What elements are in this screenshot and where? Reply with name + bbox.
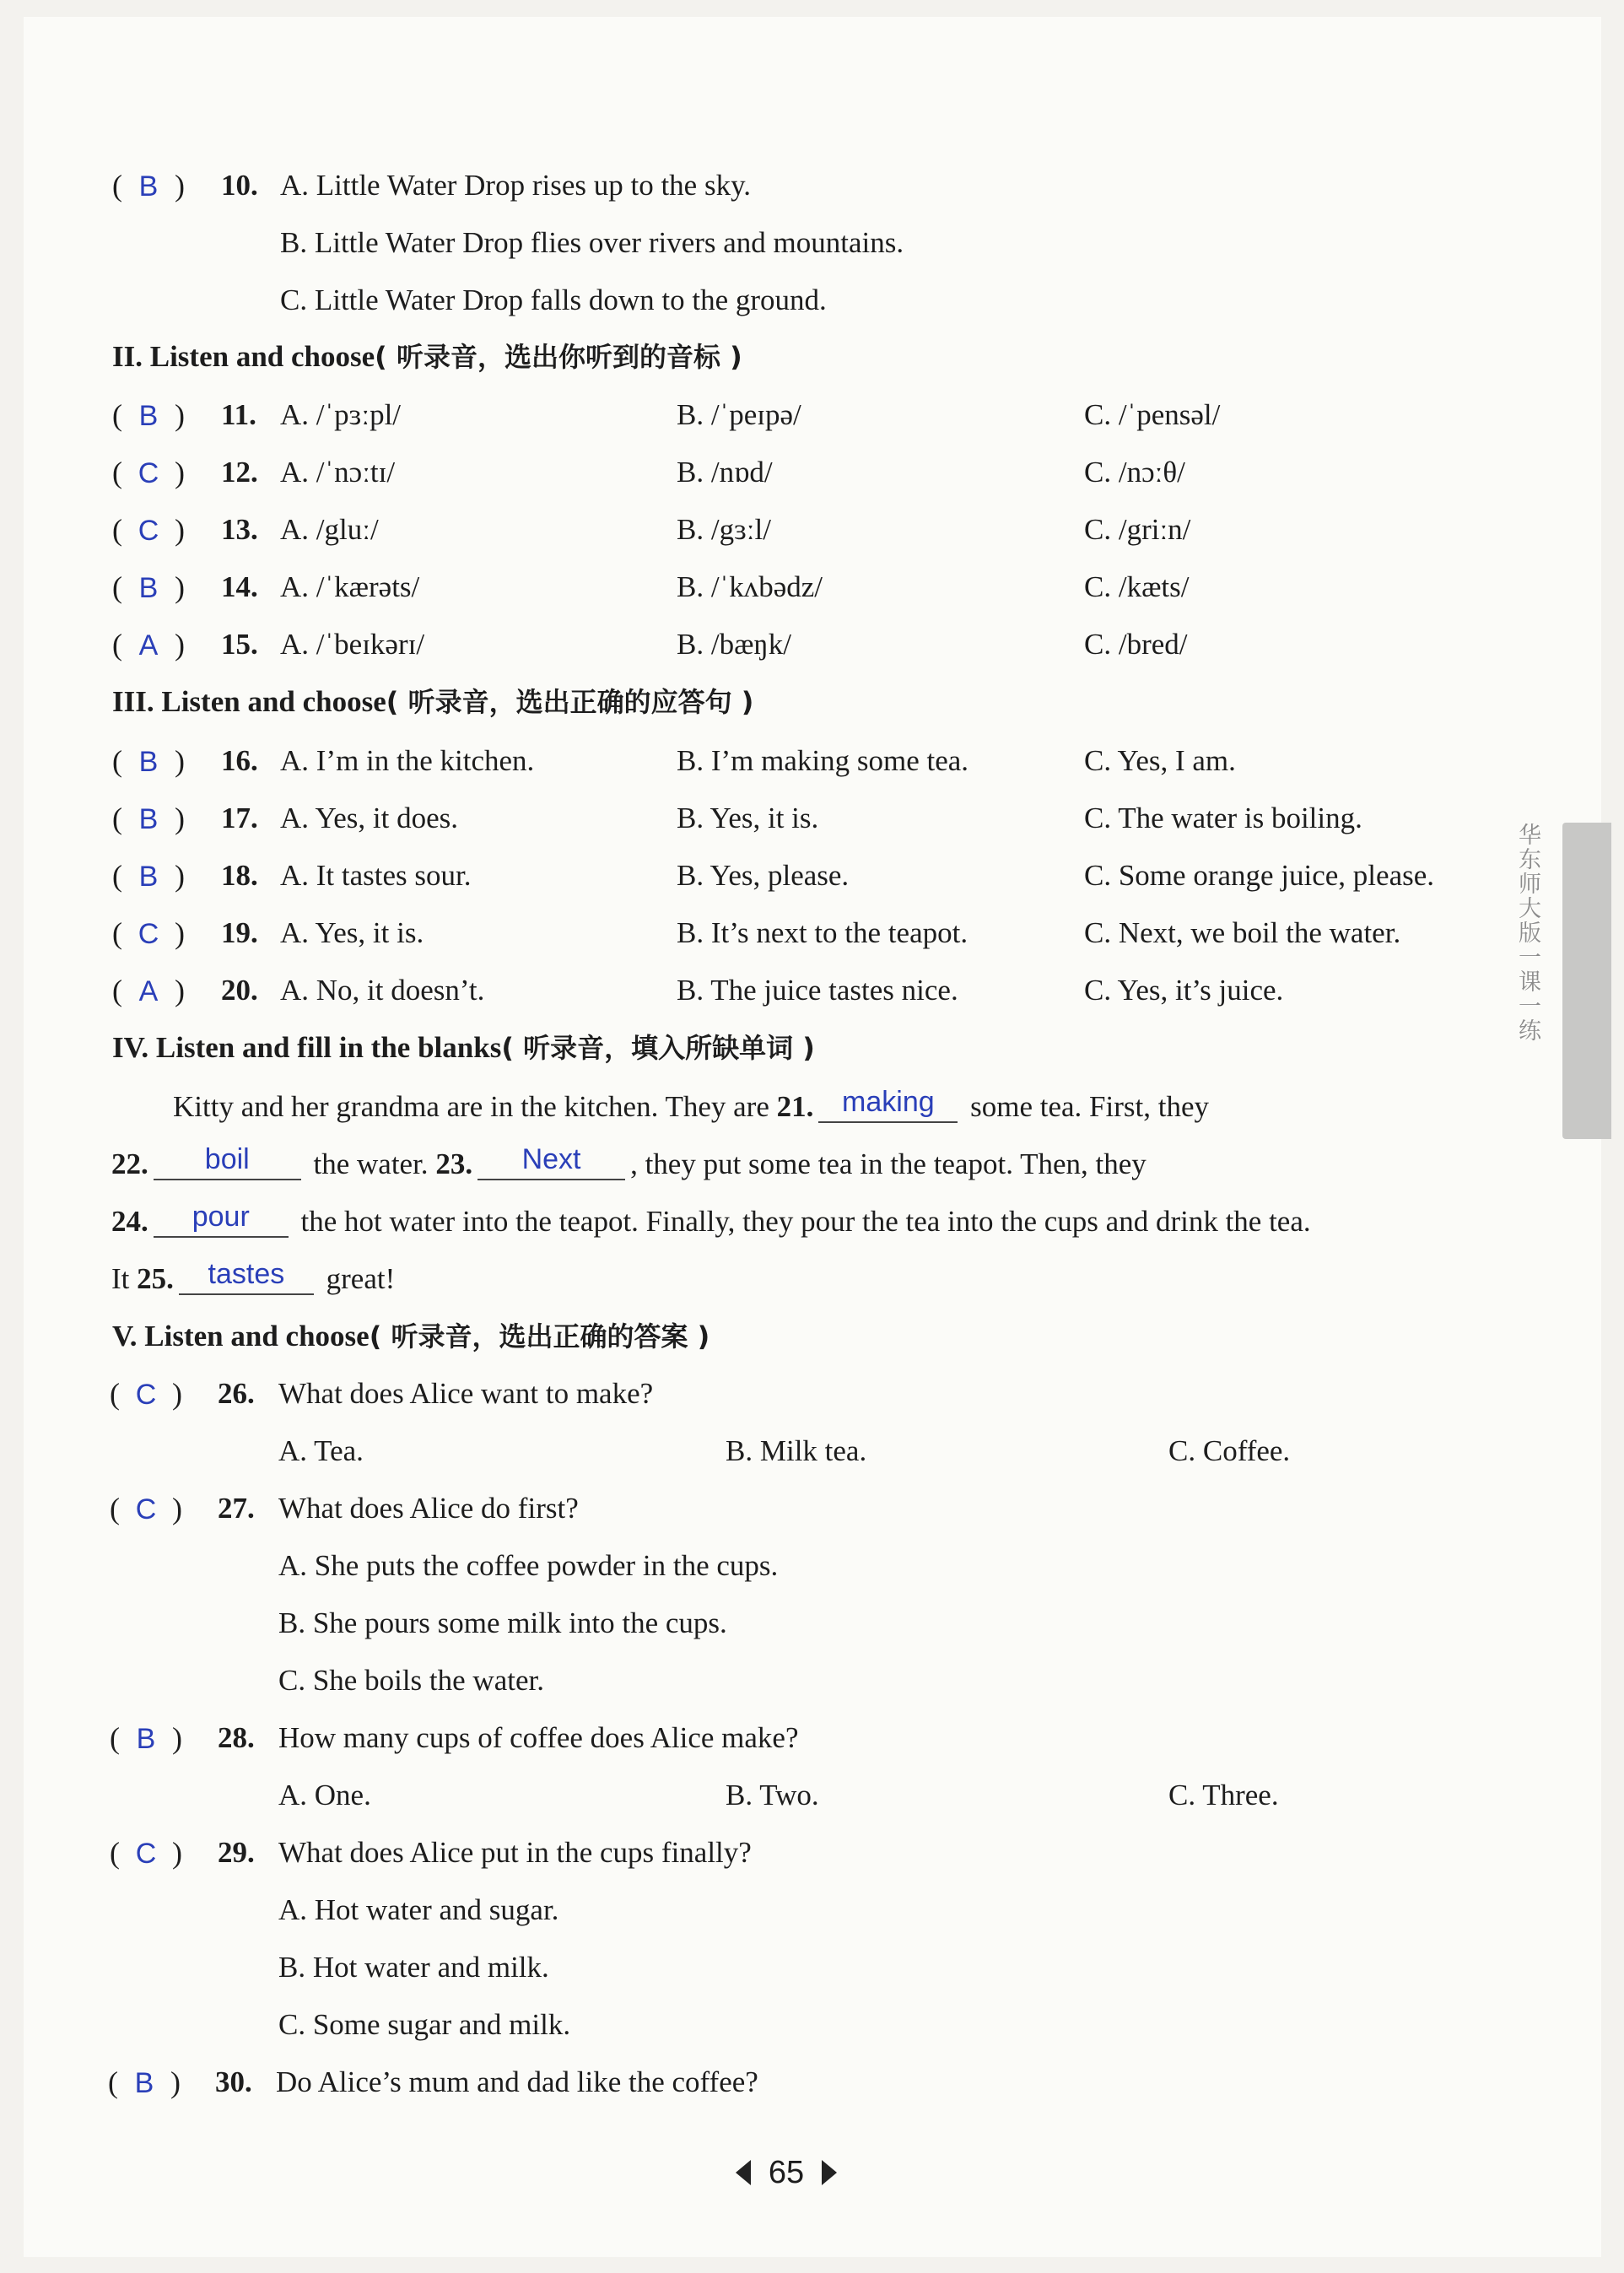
option-b: B. The juice tastes nice. — [677, 974, 958, 1007]
question-20 — [0, 965, 1624, 1016]
option-b: B. /nɒd/ — [677, 456, 773, 489]
option-b: B. It’s next to the teapot. — [677, 916, 968, 949]
question-16 — [0, 736, 1624, 786]
side-tab-label: 华东师大版一课一练 — [1514, 823, 1540, 1043]
question-number: 26. — [218, 1377, 255, 1410]
section-title: V. Listen and choose — [112, 1320, 370, 1352]
question-number: 18. — [221, 859, 258, 892]
question-15 — [0, 619, 1624, 670]
answer-mark: A — [138, 629, 159, 661]
question-26 — [0, 1369, 1624, 1419]
question-number: 28. — [218, 1721, 255, 1754]
answer-paren: ( B ) — [110, 1713, 182, 1764]
option-a: A. Hot water and sugar. — [278, 1893, 559, 1926]
answer-mark: C — [138, 457, 159, 489]
question-number: 30. — [215, 2065, 252, 2098]
question-11 — [0, 390, 1624, 440]
option-b: B. I’m making some tea. — [677, 744, 969, 777]
passage-text: some tea. First, they — [963, 1090, 1209, 1123]
question-10-option-b-row — [0, 218, 1624, 268]
option-c: C. /bred/ — [1084, 628, 1188, 661]
option-b: B. /bæŋk/ — [677, 628, 791, 661]
answer-paren: ( A ) — [112, 619, 185, 671]
option-a: A. It tastes sour. — [280, 859, 472, 892]
option-a: A. Tea. — [278, 1434, 364, 1467]
answer-paren: ( B ) — [112, 736, 185, 787]
answer-paren: ( C ) — [110, 1828, 182, 1879]
blank-23: Next — [477, 1140, 625, 1180]
answer-paren: ( B ) — [112, 562, 185, 613]
blank-21: making — [818, 1083, 958, 1123]
option-a: A. Yes, it does. — [280, 802, 459, 834]
question-text: What does Alice put in the cups finally? — [278, 1836, 752, 1869]
answer-mark: B — [138, 400, 159, 432]
option-a: A. Little Water Drop rises up to the sky. — [280, 169, 752, 202]
question-28-options — [0, 1770, 1624, 1821]
option-b: B. Two. — [726, 1779, 819, 1811]
section-5-heading — [112, 1311, 709, 1362]
option-c: C. Next, we boil the water. — [1084, 916, 1401, 949]
section-title-zh: ( 听录音，选出正确的应答句 ) — [386, 686, 754, 718]
question-number: 16. — [221, 744, 258, 777]
question-10 — [0, 160, 1624, 211]
blank-22: boil — [154, 1140, 301, 1180]
option-c: C. The water is boiling. — [1084, 802, 1362, 834]
answer-mark: C — [135, 1838, 157, 1870]
option-c: C. Coffee. — [1168, 1434, 1291, 1467]
triangle-right-icon — [822, 2160, 837, 2185]
option-b: B. Little Water Drop flies over rivers and mountains. — [280, 226, 904, 259]
side-tab — [1562, 823, 1611, 1139]
answer-paren: ( B ) — [112, 390, 185, 441]
option-a: A. /ˈpɜːpl/ — [280, 398, 402, 431]
question-number: 20. — [221, 974, 258, 1007]
answer-mark: B — [138, 572, 159, 604]
option-a: A. /ˈkærəts/ — [280, 570, 420, 603]
question-text: Do Alice’s mum and dad like the coffee? — [276, 2065, 758, 2098]
question-number: 14. — [221, 570, 258, 603]
passage-text: , they put some tea in the teapot. Then, they — [630, 1147, 1147, 1180]
section-4-heading — [112, 1023, 815, 1073]
question-19 — [0, 908, 1624, 958]
option-a: A. Yes, it is. — [280, 916, 424, 949]
answer-mark: B — [138, 803, 159, 835]
question-number: 13. — [221, 513, 258, 546]
answer-paren: ( C ) — [112, 908, 185, 959]
question-number: 15. — [221, 628, 258, 661]
question-text: What does Alice do first? — [278, 1492, 579, 1525]
blank-number-24: 24. — [111, 1205, 148, 1238]
blank-24: pour — [154, 1197, 289, 1238]
answer-mark: C — [138, 918, 159, 950]
question-number: 29. — [218, 1836, 255, 1869]
question-number: 19. — [221, 916, 258, 949]
blank-number-23: 23. — [435, 1147, 473, 1180]
triangle-left-icon — [736, 2160, 751, 2185]
question-29-option-b-row — [0, 1942, 1624, 1993]
passage-text: Kitty and her grandma are in the kitchen. They are — [173, 1090, 777, 1123]
option-c: C. She boils the water. — [278, 1664, 544, 1697]
question-28 — [0, 1713, 1624, 1763]
answer-paren: ( B ) — [112, 793, 185, 845]
passage-text: the hot water into the teapot. Finally, they pour the tea into the cups and drink the tea. — [293, 1205, 1311, 1238]
question-number: 10. — [221, 169, 258, 202]
option-c: C. Yes, I am. — [1084, 744, 1236, 777]
option-c: C. Some sugar and milk. — [278, 2008, 571, 2041]
question-12 — [0, 447, 1624, 498]
section-title-zh: ( 听录音，选出正确的答案 ) — [369, 1320, 710, 1352]
option-a: A. I’m in the kitchen. — [280, 744, 535, 777]
option-c: C. /ˈpensəl/ — [1084, 398, 1221, 431]
question-27-option-c-row — [0, 1655, 1624, 1706]
question-14 — [0, 562, 1624, 613]
question-number: 11. — [221, 398, 256, 431]
question-text: How many cups of coffee does Alice make? — [278, 1721, 799, 1754]
answer-paren: ( A ) — [112, 965, 185, 1017]
section-title: IV. Listen and fill in the blanks — [112, 1031, 502, 1064]
section-title: III. Listen and choose — [112, 685, 386, 718]
passage-text: great! — [318, 1262, 396, 1295]
question-17 — [0, 793, 1624, 844]
answer-paren: ( C ) — [110, 1483, 182, 1535]
answer-paren: ( B ) — [108, 2057, 181, 2108]
option-c: C. Yes, it’s juice. — [1084, 974, 1284, 1007]
question-27-option-a-row — [0, 1541, 1624, 1591]
question-18 — [0, 850, 1624, 901]
option-b: B. She pours some milk into the cups. — [278, 1606, 727, 1639]
question-29 — [0, 1828, 1624, 1878]
blank-number-25: 25. — [137, 1262, 174, 1295]
option-a: A. /gluː/ — [280, 513, 379, 546]
option-b: B. Yes, it is. — [677, 802, 819, 834]
question-10-option-c-row — [0, 275, 1624, 326]
answer-mark: B — [138, 861, 159, 893]
question-number: 17. — [221, 802, 258, 834]
passage-text: the water. — [305, 1147, 436, 1180]
option-b: B. /gɜːl/ — [677, 513, 771, 546]
question-29-option-a-row — [0, 1885, 1624, 1936]
answer-mark: B — [134, 2067, 154, 2099]
option-a: A. She puts the coffee powder in the cups. — [278, 1549, 779, 1582]
section-2-heading — [112, 332, 742, 382]
option-a: A. One. — [278, 1779, 371, 1811]
answer-mark: B — [136, 1723, 156, 1755]
option-a: A. /ˈbeɪkərɪ/ — [280, 628, 425, 661]
question-text: What does Alice want to make? — [278, 1377, 654, 1410]
question-26-options — [0, 1426, 1624, 1477]
question-27-option-b-row — [0, 1598, 1624, 1649]
option-c: C. Some orange juice, please. — [1084, 859, 1435, 892]
passage-line-2 — [111, 1139, 1465, 1190]
answer-mark: C — [138, 515, 159, 547]
passage-line-3 — [111, 1196, 1465, 1247]
section-title: II. Listen and choose — [112, 340, 375, 373]
option-b: B. Yes, please. — [677, 859, 850, 892]
section-title-zh: ( 听录音，填入所缺单词 ) — [501, 1032, 815, 1064]
option-a: A. No, it doesn’t. — [280, 974, 485, 1007]
option-c: C. Little Water Drop falls down to the ground. — [280, 283, 827, 316]
answer-paren: ( C ) — [110, 1369, 182, 1420]
blank-number-22: 22. — [111, 1147, 148, 1180]
passage-line-1 — [173, 1082, 1527, 1132]
page-number — [727, 2147, 845, 2198]
answer-mark: C — [135, 1493, 157, 1525]
answer-mark: B — [138, 170, 159, 202]
passage-text: It — [111, 1262, 138, 1295]
question-number: 12. — [221, 456, 258, 489]
option-b: B. /ˈkʌbədz/ — [677, 570, 823, 603]
answer-paren: ( B ) — [112, 850, 185, 902]
question-number: 27. — [218, 1492, 255, 1525]
answer-mark: B — [138, 746, 159, 778]
section-title-zh: ( 听录音，选出你听到的音标 ) — [375, 341, 742, 373]
answer-paren: ( B ) — [112, 160, 185, 212]
option-c: C. /nɔːθ/ — [1084, 456, 1185, 489]
question-13 — [0, 505, 1624, 555]
passage-line-4 — [111, 1254, 1465, 1304]
option-c: C. /griːn/ — [1084, 513, 1191, 546]
option-a: A. /ˈnɔːtɪ/ — [280, 456, 396, 489]
option-b: B. /ˈpeɪpə/ — [677, 398, 801, 431]
option-c: C. Three. — [1168, 1779, 1279, 1811]
option-c: C. /kæts/ — [1084, 570, 1190, 603]
answer-mark: C — [135, 1379, 157, 1411]
answer-paren: ( C ) — [112, 447, 185, 499]
question-27 — [0, 1483, 1624, 1534]
answer-paren: ( C ) — [112, 505, 185, 556]
blank-number-21: 21. — [776, 1090, 814, 1123]
section-3-heading — [112, 677, 753, 727]
blank-25: tastes — [179, 1255, 314, 1295]
page-number-text: 65 — [768, 2155, 805, 2190]
question-30 — [0, 2057, 1624, 2108]
answer-mark: A — [138, 975, 159, 1007]
option-b: B. Milk tea. — [726, 1434, 867, 1467]
option-b: B. Hot water and milk. — [278, 1951, 549, 1984]
question-29-option-c-row — [0, 2000, 1624, 2050]
